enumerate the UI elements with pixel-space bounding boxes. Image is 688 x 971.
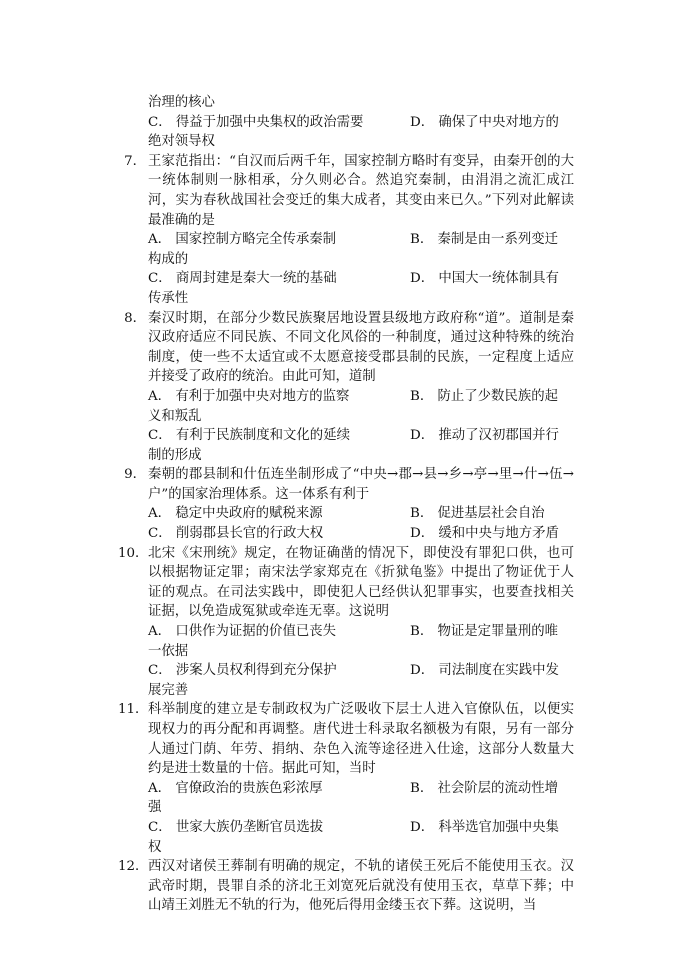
option-d: D． 司法制度在实践中发 (410, 663, 559, 679)
exam-page (118, 93, 574, 916)
option-a: A． 官僚政治的贵族色彩浓厚 (148, 780, 323, 796)
option-wrap-line: 传承性 (148, 290, 189, 306)
previous-question-continuation (118, 93, 574, 152)
option-a: A． 口供作为证据的价值已丧失 (148, 624, 337, 640)
question-number: 12． (118, 859, 149, 875)
option-row (148, 113, 574, 133)
option-c: C． 商周封建是秦大一统的基础 (148, 271, 337, 287)
option-b: B． 物证是定罪量刑的唯 (410, 624, 559, 640)
option-d: D． 中国大一统体制具有 (410, 271, 559, 287)
option-wrap-line: 强 (148, 800, 162, 816)
question-stem: 王家范指出：“自汉而后两千年，国家控制方略时有变异，由秦开创的大一统体制则一脉相承，分久则必合。然追究秦制，由涓涓之流汇成江河，实为春秋战国社会变迁的集大成者，其变由来已久。”下列对此解读最准确的是 (148, 153, 574, 228)
option-b: B． 秦制是由一系列变迁 (410, 232, 559, 248)
option-row (148, 524, 574, 544)
option-b: B． 促进基层社会自治 (410, 506, 545, 522)
option-a: A． 有利于加强中央对地方的监察 (148, 388, 350, 404)
option-row (148, 818, 574, 838)
question-number: 9． (124, 467, 146, 483)
question-8 (118, 309, 574, 466)
option-row (148, 779, 574, 799)
option-d: D． 缓和中央与地方矛盾 (410, 526, 559, 542)
option-wrap-line: 绝对领导权 (148, 134, 215, 150)
option-a: A． 国家控制方略完全传承秦制 (148, 232, 337, 248)
option-row (148, 426, 574, 446)
option-row (148, 230, 574, 250)
option-a: A． 稳定中央政府的赋税来源 (148, 506, 323, 522)
question-stem: 秦汉时期，在部分少数民族聚居地设置县级地方政府称“道”。道制是秦汉政府适应不同民族、不同文化风俗的一种制度，通过这种特殊的统治制度，使一些不太适宜或不太愿意接受郡县制的民族，一定程度上适应并接受了政府的统治。由此可知，道制 (148, 310, 574, 385)
question-7 (118, 152, 574, 309)
question-9 (118, 465, 574, 543)
option-c: C． 得益于加强中央集权的政治需要 (148, 114, 364, 130)
question-number: 8． (124, 310, 146, 326)
option-row (148, 661, 574, 681)
question-12 (118, 857, 574, 916)
question-11 (118, 700, 574, 857)
option-wrap-line: 一依据 (148, 643, 189, 659)
option-row (148, 622, 574, 642)
option-wrap-line: 权 (148, 839, 162, 855)
option-wrap-line: 义和叛乱 (148, 408, 202, 424)
option-c: C． 涉案人员权利得到充分保护 (148, 663, 337, 679)
question-stem: 北宋《宋刑统》规定，在物证确凿的情况下，即使没有罪犯口供，也可以根据物证定罪；南宋法学家郑克在《折狱龟鉴》中提出了物证优于人证的观点。在司法实践中，即使犯人已经供认犯罪事实，也要查找相关证据，以免造成冤狱或牵连无辜。这说明 (148, 545, 574, 620)
option-wrap-line: 制的形成 (148, 447, 202, 463)
option-d: D． 确保了中央对地方的 (410, 114, 559, 130)
option-row (148, 504, 574, 524)
option-c: C． 有利于民族制度和文化的延续 (148, 428, 350, 444)
option-wrap-line: 治理的核心 (148, 95, 215, 110)
option-b: B． 社会阶层的流动性增 (410, 780, 559, 796)
option-wrap-line: 展完善 (148, 682, 189, 698)
option-row (148, 387, 574, 407)
question-stem: 西汉对诸侯王葬制有明确的规定，不轨的诸侯王死后不能使用玉衣。汉武帝时期，畏罪自杀的济北王刘宽死后就没有使用玉衣，草草下葬；中山靖王刘胜无不轨的行为，他死后得用金缕玉衣下葬。这说明，当 (148, 859, 574, 914)
option-b: B． 防止了少数民族的起 (410, 388, 559, 404)
question-number: 10． (118, 545, 149, 561)
option-c: C． 世家大族仍垄断官员选拔 (148, 819, 324, 835)
question-stem: 秦朝的郡县制和什伍连坐制形成了“中央→郡→县→乡→亭→里→什→伍→户”的国家治理体系。这一体系有利于 (148, 467, 574, 502)
question-stem: 科举制度的建立是专制政权为广泛吸收下层士人进入官僚队伍，以便实现权力的再分配和再调整。唐代进士科录取名额极为有限，另有一部分人通过门荫、年劳、捐纳、杂色入流等途径进入仕途，这部分人数量大约是进士数量的十倍。据此可知，当时 (148, 702, 574, 777)
option-c: C． 削弱郡县长官的行政大权 (148, 526, 324, 542)
question-number: 11． (118, 702, 149, 718)
question-10 (118, 544, 574, 701)
option-d: D． 科举选官加强中央集 (410, 819, 559, 835)
option-wrap-line: 构成的 (148, 251, 189, 267)
option-d: D． 推动了汉初郡国并行 (410, 428, 559, 444)
question-number: 7． (124, 153, 146, 169)
option-row (148, 269, 574, 289)
